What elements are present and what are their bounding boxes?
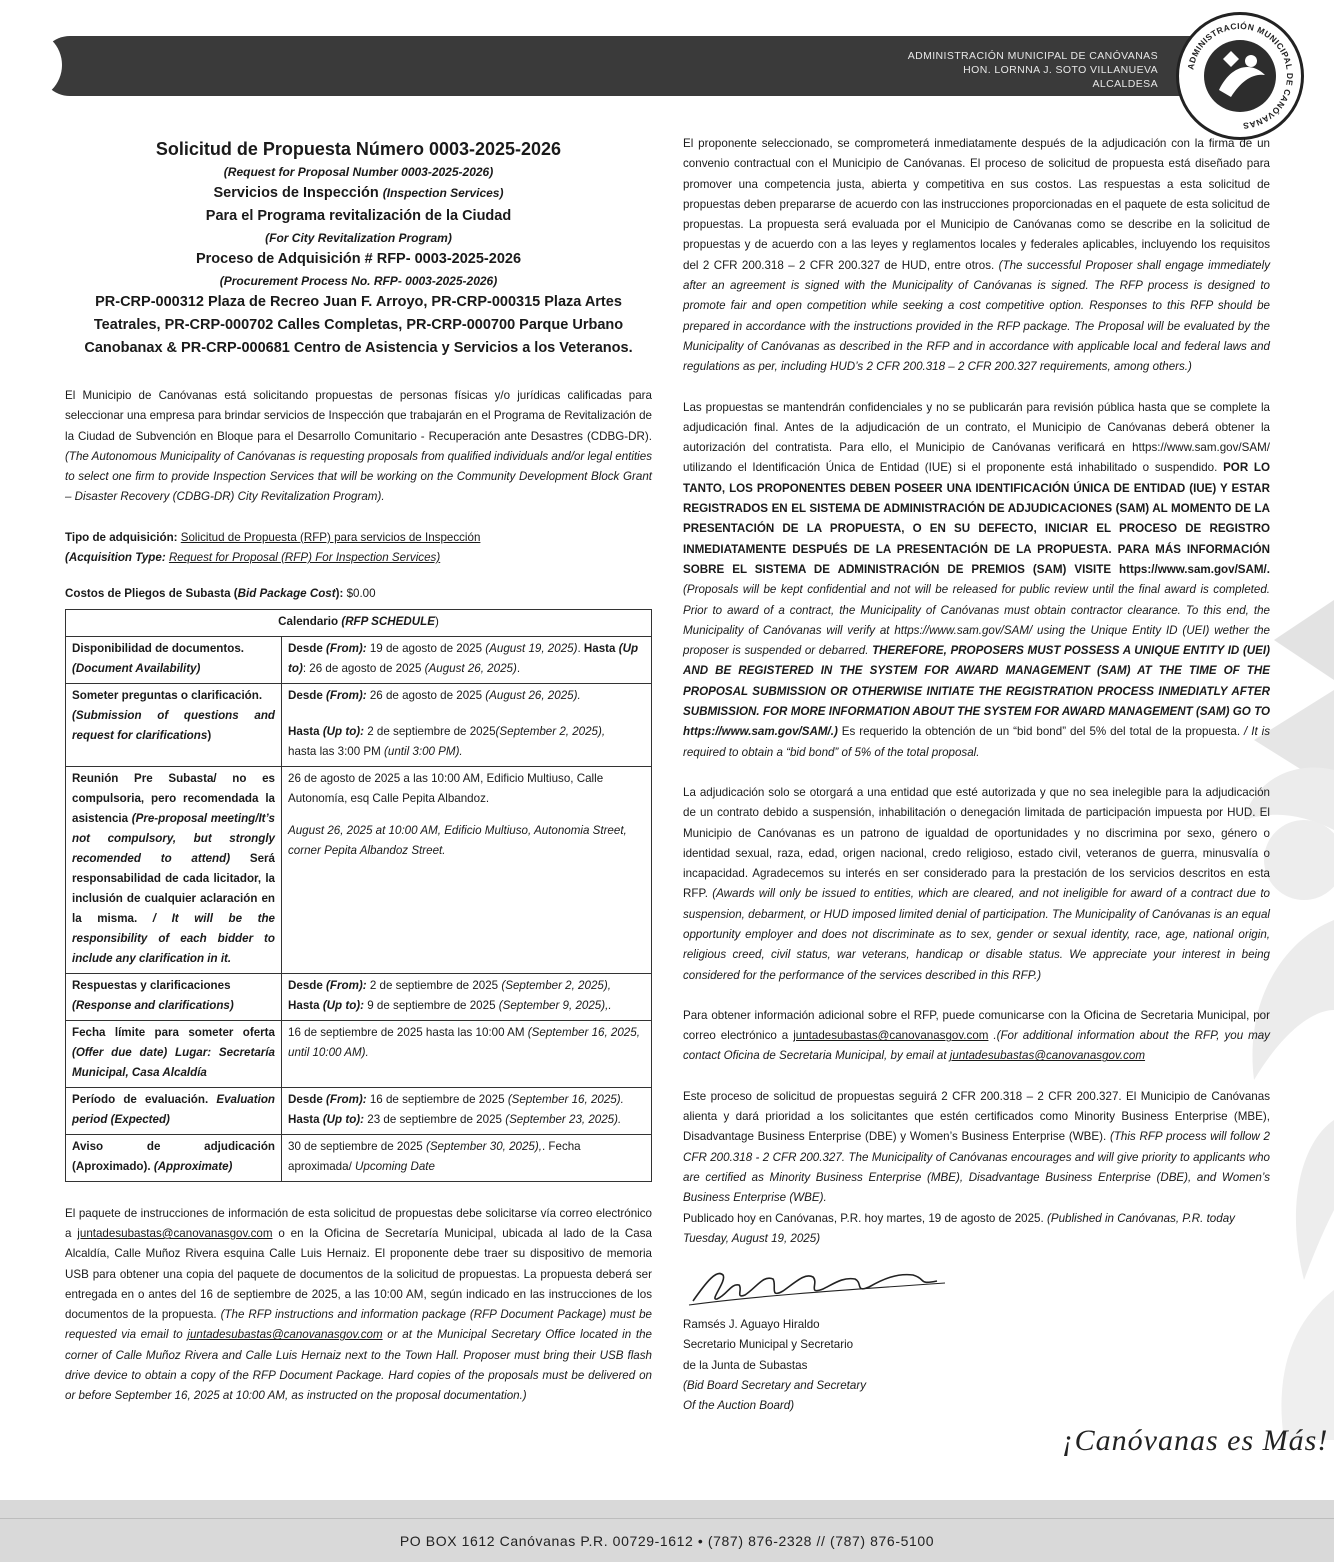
schedule-row-label: Período de evaluación. Evaluation period (Expected) <box>66 1087 282 1134</box>
schedule-row-value: 26 de agosto de 2025 a las 10:00 AM, Edificio Multiuso, Calle Autonomía, esq Calle Pepita Albandoz. August 26, 2025 at 10:00 AM, Edificio Multiuso, Autonomia Street, corner Pepita Albandoz Street. <box>282 766 652 973</box>
bid-package-cost: Costos de Pliegos de Subasta (Bid Package Cost): $0.00 <box>65 587 376 601</box>
title-program-en: (For City Revitalization Program) <box>265 231 452 245</box>
footer-divider <box>0 1518 1334 1519</box>
schedule-row-label: Fecha límite para someter oferta (Offer due date) Lugar: Secretaría Municipal, Casa Alcaldía <box>66 1020 282 1087</box>
right-paragraph-2: Las propuestas se mantendrán confidenciales y no se publicarán para revisión pública hasta que se complete la adjudicación final. Antes de la adjudicación de un contrato, el Municipio de Canóvanas deberá obtener la autorización del contratista. Para ello, el Municipio de Canóvanas verificará en https://www.sam.gov/SAM/ utilizando el Identificación Única de Entidad (IUE) si el proponente está inhabilitado o suspendido. POR LO TANTO, LOS PROPONENTES DEBEN POSEER UNA IDENTIFICACIÓN ÚNICA DE ENTIDAD (IUE) Y ESTAR REGISTRADOS EN EL SISTEMA DE ADMINISTRACIÓN DE ADJUDICACIONES (SAM) AL MOMENTO DE LA PRESENTACIÓN DE LA PROPUESTA, O EN SU DEFECTO, INICIAR EL PROCESO DE REGISTRO INMEDIATAMENTE DESPUÉS DE LA PRESENTACIÓN DE LA PROPUESTA. PARA MÁS INFORMACIÓN SOBRE EL SISTEMA DE ADMINISTRACIÓN DE PREMIOS (SAM) VISITE https://www.sam.gov/SAM/. (Proposals will be kept confidential and not will be released for public review until the final award is completed. Prior to award of a contract, the Municipality of Canóvanas must obtain contractor clearance. To this end, the Municipality of Canóvanas will verify at https://www.sam.gov/SAM/ using the Unique Entity ID (UEI) wether the proposer is suspended or debarred. THEREFORE, PROPOSERS MUST POSSESS A UNIQUE ENTITY ID (UEI) AND BE REGISTERED IN THE SYSTEM FOR AWARD MANAGEMENT (SAM) AT THE TIME OF THE PROPOSAL SUBMISSION OR OTHERWISE INITIATE THE REGISTRATION PROCESS INMEDIATLY AFTER SUBMISSION. FOR MORE INFORMATION ABOUT THE SYSTEM FOR AWARD MANAGEMENT (SAM) GO TO https://www.sam.gov/SAM/.) Es requerido la obtención de un “bid bond” del 5% del total de la propuesta. / It is required to obtain a “bid bond” of 5% of the total proposal. <box>683 400 1270 759</box>
svg-text:ADMINISTRACIÓN MUNICIPAL DE CA: ADMINISTRACIÓN MUNICIPAL DE CANÓVANAS <box>1185 20 1296 131</box>
right-paragraph-4: Para obtener información adicional sobre el RFP, puede comunicarse con la Oficina de Secretaria Municipal, por correo electrónico a juntadesubastas@canovanasgov.com .(For additional information about the RFP, you may contact Oficina de Secretaria Municipal, by email at juntadesubastas@canovanasgov.com <box>683 1008 1270 1063</box>
schedule-row-label: Someter preguntas o clarificación. (Submission of questions and request for clarifications) <box>66 683 282 766</box>
package-paragraph: El paquete de instrucciones de información de esta solicitud de propuestas debe solicitarse vía correo electrónico a juntadesubastas@canovanasgov.com o en la Oficina de Secretaría Municipal, ubicada al lado de la Casa Alcaldía, Calle Muñoz Rivera esquina Calle Luis Hernaiz. El proponente debe traer su dispositivo de memoria USB para obtener una copia del paquete de documentos de la solicitud de propuestas. La propuesta deberá ser entregada en o antes del 16 de septiembre de 2025, a las 10:00 AM, según indicado en las instrucciones de los documentos de la propuesta. (The RFP instructions and information package (RFP Document Package) must be requested via email to juntadesubastas@canovanasgov.com or at the Municipal Secretary Office located in the corner of Calle Muñoz Rivera and Calle Luis Hernaiz next to the Town Hall. Proposer must bring their USB flash drive device to obtain a copy of the RFP Document Package. Hard copies of the proposals must be delivered on or before September 16, 2025 at 10:00 AM, as instructed on the proposal documentation.) <box>65 1206 652 1403</box>
schedule-row-value: Desde (From): 19 de agosto de 2025 (August 19, 2025). Hasta (Up to): 26 de agosto de 2025 (August 26, 2025). <box>282 636 652 683</box>
schedule-row <box>66 766 652 973</box>
header-text <box>908 49 1158 91</box>
intro-paragraph: El Municipio de Canóvanas está solicitando propuestas de personas físicas y/o jurídicas calificadas para seleccionar una empresa para brindar servicios de Inspección que trabajarán en el Programa de Revitalización de la Ciudad de Subvención en Bloque para el Desarrollo Comunitario - Recuperación ante Desastres (CDBG-DR). (The Autonomous Municipality of Canóvanas is requesting proposals from qualified individuals and/or legal entities to select one firm to provide Inspection Services that will be working on the Community Development Block Grant – Disaster Recovery (CDBG-DR) City Revitalization Program). <box>65 389 652 504</box>
schedule-header-row <box>66 609 652 636</box>
schedule-row-value: 30 de septiembre de 2025 (September 30, 2025),. Fecha aproximada/ Upcoming Date <box>282 1134 652 1181</box>
signature-icon <box>687 1261 947 1315</box>
schedule-row <box>66 636 652 683</box>
schedule-row-label: Aviso de adjudicación (Aproximado). (Approximate) <box>66 1134 282 1181</box>
signer-title: de la Junta de Subastas <box>683 1358 808 1372</box>
right-paragraph-1: El proponente seleccionado, se comprometerá inmediatamente después de la adjudicación con la firma de un convenio contractual con el Municipio de Canóvanas. El proceso de solicitud de propuesta está diseñado para promover una competencia justa, abierta y competitiva en sus costos. Las respuestas a esta solicitud de propuestas deben prepararse de acuerdo con las instrucciones proporcionadas en el paquete de esta solicitud de propuestas. La propuesta será evaluada por el Municipio de Canóvanas como se describe en la solicitud de propuestas y de acuerdo con a las leyes y reglamentos locales y federales aplicables, incluyendo los requisitos del 2 CFR 200.318 – 2 CFR 200.327 de HUD, entre otros. (The successful Proposer shall engage immediately after an agreement is signed with the Municipality of Canóvanas is signed. The RFP process is designed to promote fair and open competition while seeking a cost competitive option. Responses to this RFP should be prepared in accordance with the instructions provided in the RFP package. The Proposal will be evaluated by the Municipality of Canóvanas as described in the RFP and in accordance with applicable local and federal laws and regulations as per, including HUD’s 2 CFR 200.318 – 2 CFR 200.327 requirements, among others.) <box>683 137 1271 374</box>
schedule-row-label: Disponibilidad de documentos. (Document Availability) <box>66 636 282 683</box>
title-main: Solicitud de Propuesta Número 0003-2025-2026 <box>155 139 562 159</box>
title-projects: PR-CRP-000312 Plaza de Recreo Juan F. Arroyo, PR-CRP-000315 Plaza Artes Teatrales, PR-CRP-000702 Calles Completas, PR-CRP-000700 Parque Urbano Canobanax & PR-CRP-000681 Centro de Asistencia y Servicios a los Veteranos. <box>84 294 633 356</box>
schedule-row-value: Desde (From): 2 de septiembre de 2025 (September 2, 2025), Hasta (Up to): 9 de septiembre de 2025 (September 9, 2025),. <box>282 973 652 1020</box>
schedule-row <box>66 1134 652 1181</box>
right-paragraph-5: Este proceso de solicitud de propuestas seguirá 2 CFR 200.318 – 2 CFR 200.327. El Municipio de Canóvanas alienta y dará prioridad a los solicitantes que estén certificados como Minority Business Enterprise (MBE), Disadvantage Business Enterprise (DBE) y Women’s Business Enterprise (WBE). (This RFP process will follow 2 CFR 200.318 - 2 CFR 200.327. The Municipality of Canóvanas encourages and will give priority to applicants who are certified as Minority Business Enterprise (MBE), Disadvantage Business Enterprise (DBE), and Women’s Business Enterprise (WBE). <box>683 1089 1270 1205</box>
signer-block <box>683 1315 1270 1416</box>
title-process-en: (Procurement Process No. RFP- 0003-2025-2026) <box>219 274 498 288</box>
schedule-row <box>66 1087 652 1134</box>
title-program: Para el Programa revitalización de la Ciudad <box>205 208 512 224</box>
title-process: Proceso de Adquisición # RFP- 0003-2025-2026 <box>195 251 522 267</box>
title-main-en: (Request for Proposal Number 0003-2025-2026) <box>223 165 494 179</box>
email-link[interactable]: juntadesubastas@canovanasgov.com <box>793 1029 989 1043</box>
schedule-row-label: Respuestas y clarificaciones (Response and clarifications) <box>66 973 282 1020</box>
footer-band <box>0 1500 1334 1562</box>
schedule-header: Calendario (RFP SCHEDULE) <box>66 609 652 636</box>
email-link[interactable]: juntadesubastas@canovanasgov.com <box>949 1049 1146 1063</box>
signer-title-en: (Bid Board Secretary and Secretary <box>683 1379 867 1393</box>
right-paragraph-3: La adjudicación solo se otorgará a una entidad que esté autorizada y que no sea inelegible para la adjudicación de un contrato debido a suspensión, inhabilitación o denegación limitada de participación impuesta por HUD. El Municipio de Canóvanas es un patrono de igualdad de oportunidades y no discrimina por sexo, género o identidad sexual, raza, edad, origen nacional, credo religioso, estado civil, veteranos de guerra, minusvalía o incapacidad. Agradecemos su interés en ser considerado para la prestación de los servicios descritos en esta RFP. (Awards will only be issued to entities, which are cleared, and not ineligible for award of a contract due to suspension, debarment, or HUD imposed limited denial of participation. The Municipality of Canóvanas is an equal opportunity employer and does not discriminate as to sex, gender or sexual identity, race, age, national origin, religious creed, civil status, war veterans, handicap or disable status. We appreciate your interest in being considered for the performance of the services described in this RFP.) <box>683 785 1270 982</box>
signer-title: Secretario Municipal y Secretario <box>683 1338 854 1352</box>
header-line-1: ADMINISTRACIÓN MUNICIPAL DE CANÓVANAS <box>907 50 1158 62</box>
title-services: Servicios de Inspección (Inspection Services) <box>213 185 504 201</box>
schedule-row-value: 16 de septiembre de 2025 hasta las 10:00 AM (September 16, 2025, until 10:00 AM). <box>282 1020 652 1087</box>
schedule-row-label: Reunión Pre Subasta/ no es compulsoria, pero recomendada la asistencia (Pre-proposal meeting/It’s not compulsory, but strongly recomended to attend) Será responsabilidad de cada licitador, la inclusión de cualquier aclaración en la misma. / It will be the responsibility of each bidder to include any clarification in it. <box>66 766 282 973</box>
footer-contact: PO BOX 1612 Canóvanas P.R. 00729-1612 • (787) 876-2328 // (787) 876-5100 <box>399 1533 935 1549</box>
email-link[interactable]: juntadesubastas@canovanasgov.com <box>187 1328 383 1342</box>
rfp-schedule-table <box>65 609 652 1182</box>
header-line-3: ALCALDESA <box>1092 78 1158 90</box>
municipal-seal <box>1176 12 1304 140</box>
signature-area <box>683 1261 1270 1315</box>
published-note: Publicado hoy en Canóvanas, P.R. hoy martes, 19 de agosto de 2025. (Published in Canóvanas, P.R. today Tuesday, August 19, 2025) <box>683 1211 1235 1245</box>
signer-title-en: Of the Auction Board) <box>683 1399 795 1413</box>
header-line-2: HON. LORNNA J. SOTO VILLANUEVA <box>963 64 1158 76</box>
schedule-row-value: Desde (From): 26 de agosto de 2025 (August 26, 2025). Hasta (Up to): 2 de septiembre de 2025(September 2, 2025), hasta las 3:00 PM (until 3:00 PM). <box>282 683 652 766</box>
left-column <box>65 136 652 1407</box>
schedule-row <box>66 973 652 1020</box>
title-block <box>65 136 652 360</box>
signer-name: Ramsés J. Aguayo Hiraldo <box>683 1318 820 1332</box>
acquisition-type: Tipo de adquisición: Solicitud de Propuesta (RFP) para servicios de Inspección (Acquisition Type: Request for Proposal (RFP) For Inspection Services) <box>65 530 481 565</box>
seal-icon <box>1179 15 1301 137</box>
email-link[interactable]: juntadesubastas@canovanasgov.com <box>77 1226 273 1240</box>
right-column <box>683 134 1270 1417</box>
schedule-row <box>66 1020 652 1087</box>
slogan: ¡Canóvanas es Más! <box>1062 1424 1329 1457</box>
schedule-row <box>66 683 652 766</box>
schedule-row-value: Desde (From): 16 de septiembre de 2025 (September 16, 2025). Hasta (Up to): 23 de septiembre de 2025 (September 23, 2025). <box>282 1087 652 1134</box>
